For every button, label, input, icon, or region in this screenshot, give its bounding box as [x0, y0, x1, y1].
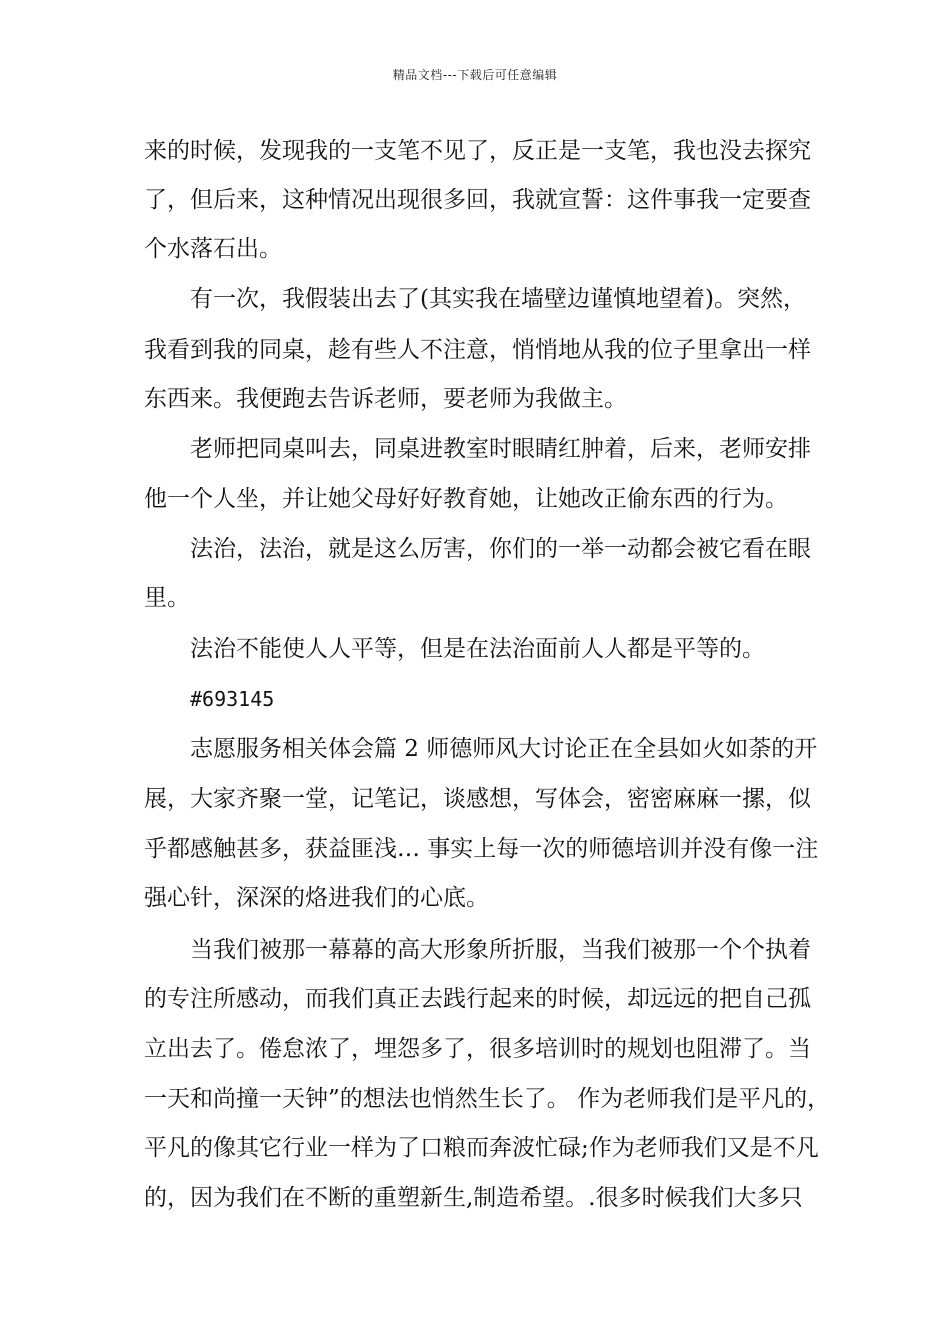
document-id: #693145	[190, 687, 275, 711]
body-line: 展，大家齐聚一堂，记笔记，谈感想，写体会，密密麻麻一摞，似	[144, 786, 811, 812]
body-line: 志愿服务相关体会篇 2 师德师风大讨论正在全县如火如荼的开	[190, 736, 818, 762]
body-line: 的，因为我们在不断的重塑新生,制造希望。.很多时候我们大多只	[144, 1185, 803, 1211]
body-line: 立出去了。倦怠浓了，埋怨多了，很多培训时的规划也阻滞了。当	[144, 1036, 811, 1062]
body-line: 他一个人坐，并让她父母好好教育她，让她改正偷东西的行为。	[144, 486, 788, 512]
body-line: 强心针，深深的烙进我们的心底。	[144, 885, 489, 911]
body-line: 法治不能使人人平等，但是在法治面前人人都是平等的。	[190, 636, 765, 662]
body-line: 乎都感触甚多，获益匪浅… 事实上每一次的师德培训并没有像一注	[144, 836, 819, 862]
body-line: 里。	[144, 585, 190, 611]
body-line: 平凡的像其它行业一样为了口粮而奔波忙碌;作为老师我们又是不凡	[144, 1135, 819, 1161]
body-line: 老师把同桌叫去，同桌进教室时眼睛红肿着，后来，老师安排	[190, 436, 811, 462]
body-line: 有一次，我假装出去了(其实我在墙壁边谨慎地望着)。突然，	[190, 286, 806, 312]
page-header: 精品文档---下载后可任意编辑	[392, 68, 558, 82]
body-line: 当我们被那一幕幕的高大形象所折服，当我们被那一个个执着	[190, 937, 811, 963]
body-line: 了，但后来，这种情况出现很多回，我就宣誓：这件事我一定要查	[144, 187, 811, 213]
body-line: 法治，法治，就是这么厉害，你们的一举一动都会被它看在眼	[190, 536, 811, 562]
body-line: 东西来。我便跑去告诉老师，要老师为我做主。	[144, 386, 627, 412]
body-line: 我看到我的同桌，趁有些人不注意，悄悄地从我的位子里拿出一样	[144, 337, 811, 363]
body-line: 来的时候，发现我的一支笔不见了，反正是一支笔，我也没去探究	[144, 138, 811, 164]
body-line: 的专注所感动，而我们真正去践行起来的时候，却远远的把自己孤	[144, 986, 811, 1012]
body-line: 个水落石出。	[144, 236, 282, 262]
body-line: 一天和尚撞一天钟”的想法也悄然生长了。 作为老师我们是平凡的，	[144, 1086, 831, 1112]
